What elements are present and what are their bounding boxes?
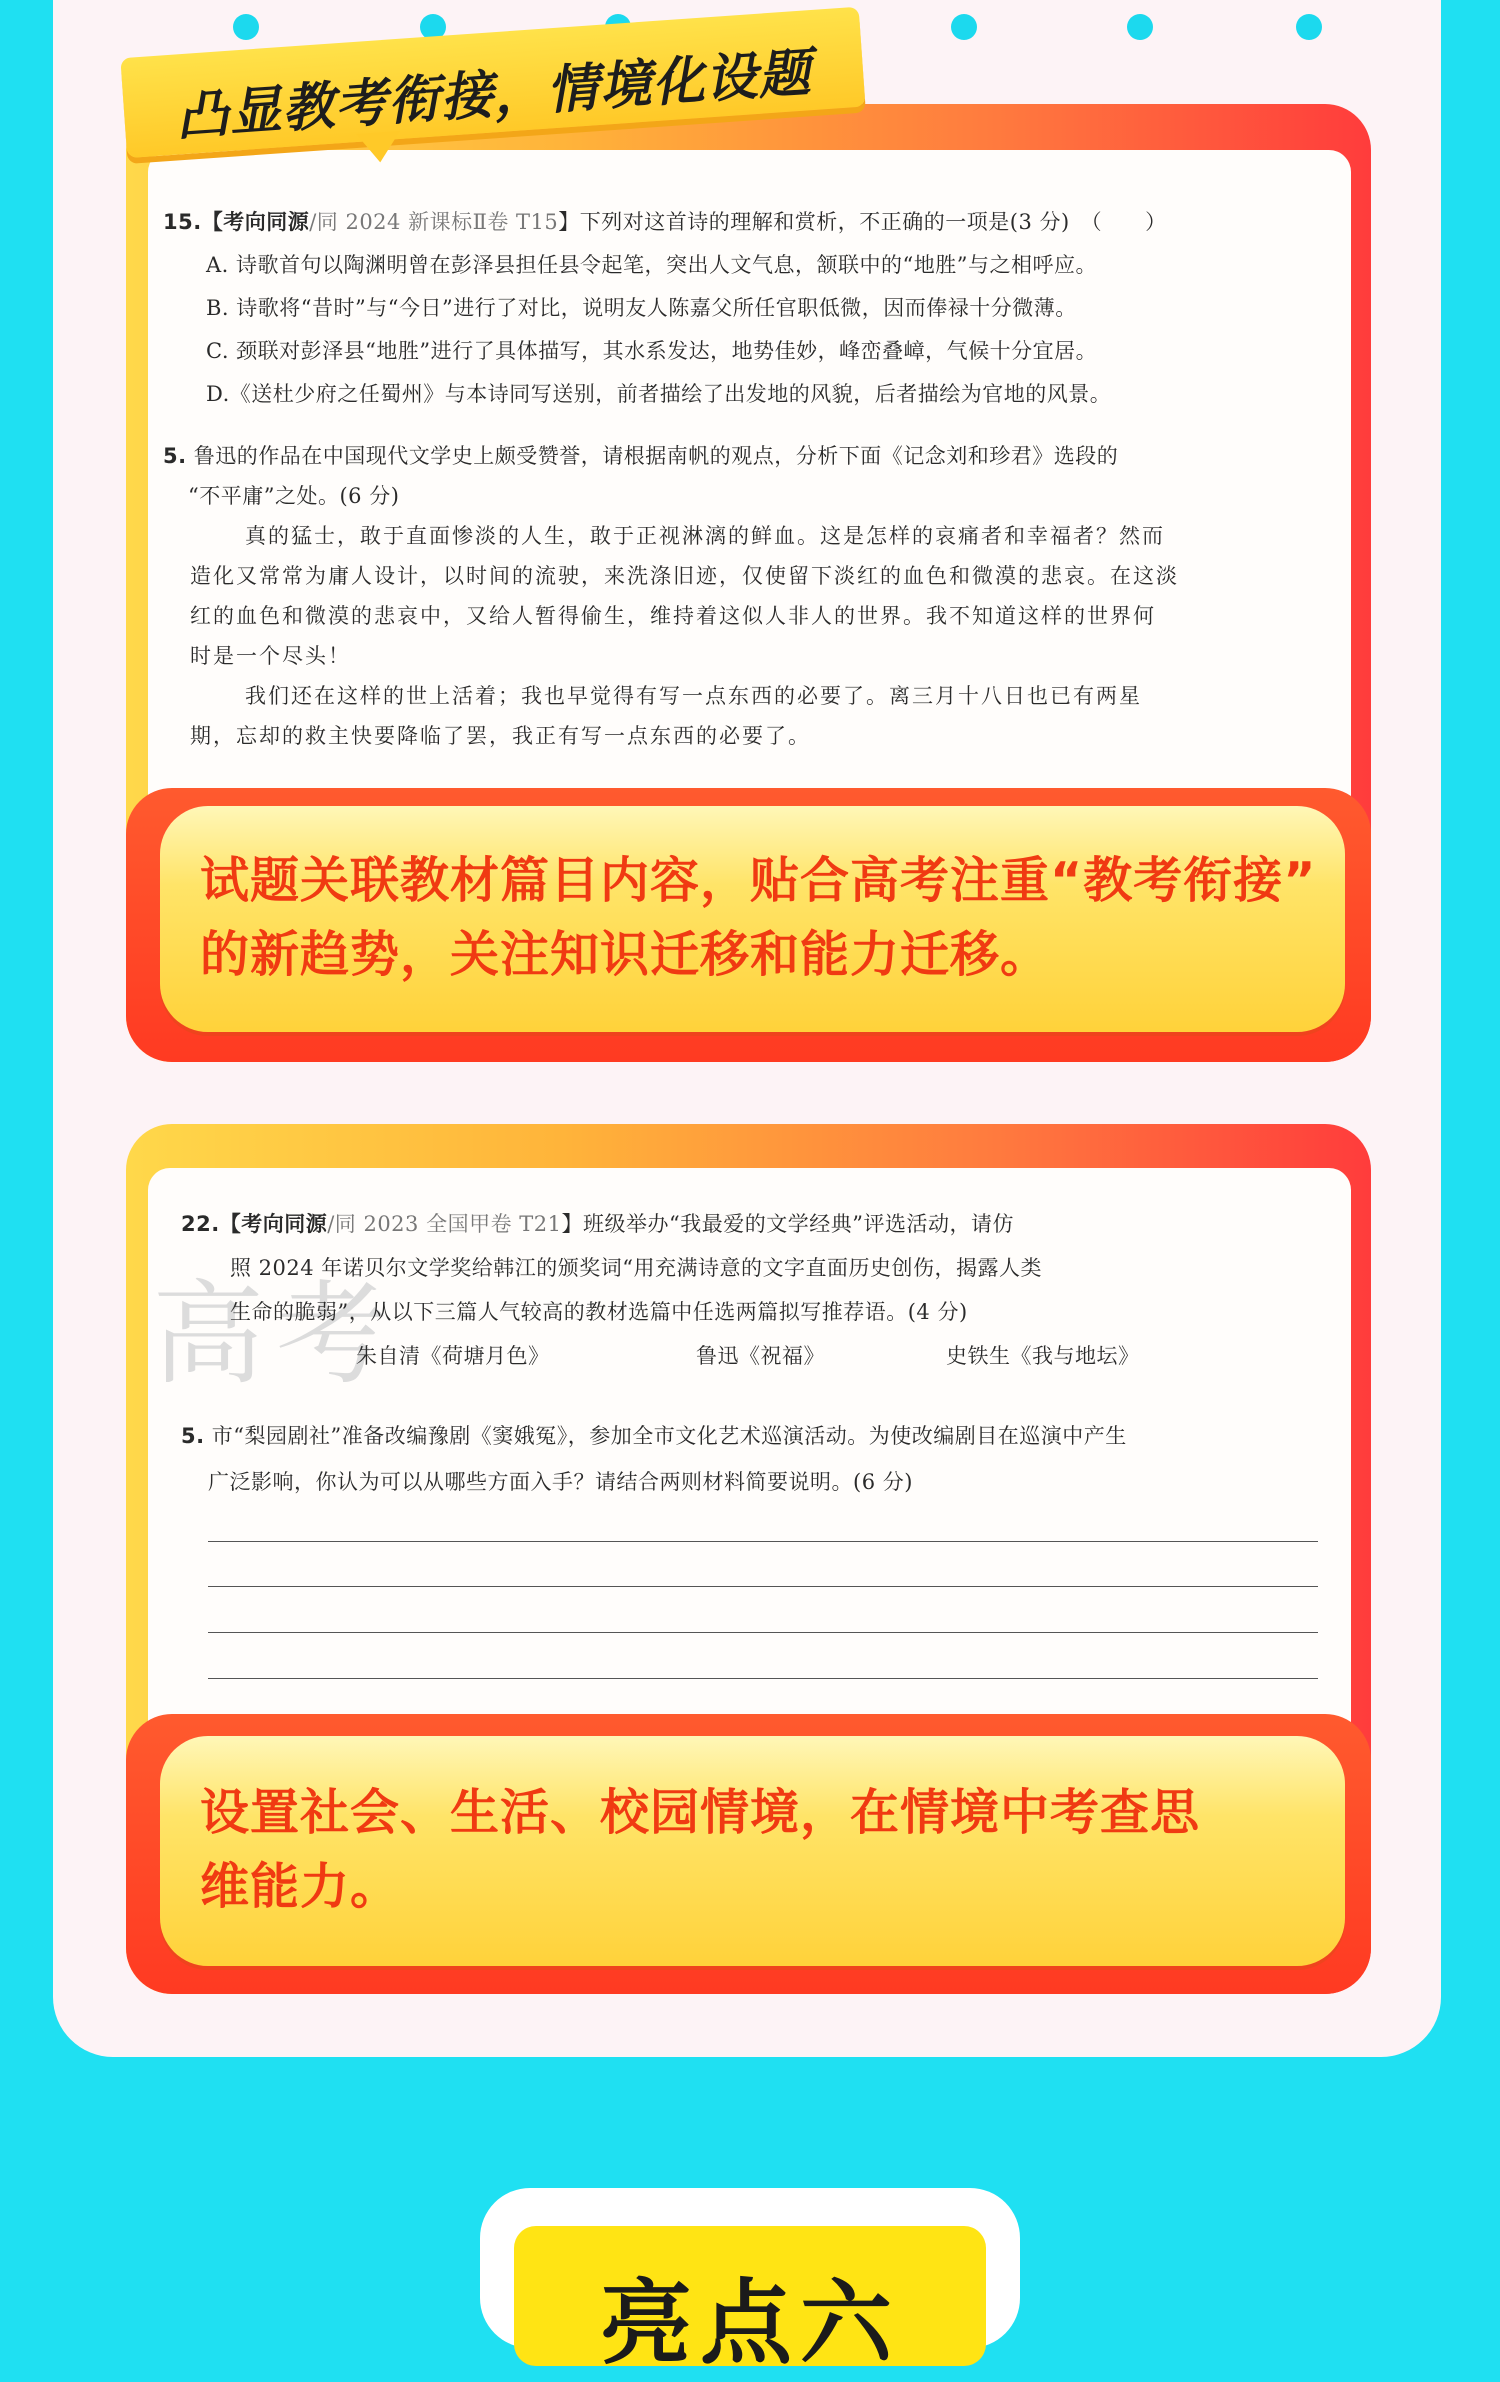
badge-plate: [514, 2226, 986, 2377]
choice-item: 鲁迅《祝福》: [696, 1344, 825, 1368]
watermark-logo: 高考: [152, 1270, 400, 1400]
answer-line[interactable]: [208, 1678, 1318, 1679]
callout-line: 试题关联教材篇目内容，贴合高考注重“教考衔接”: [200, 852, 1317, 909]
question-source: /同 2024 新课标Ⅱ卷 T15: [309, 210, 559, 234]
question-number: 15.: [163, 210, 202, 234]
passage-line: 时是一个尽头！: [190, 644, 351, 668]
question-text: “不平庸”之处。(6 分): [188, 484, 400, 508]
option-b: B. 诗歌将“昔时”与“今日”进行了对比，说明友人陈嘉父所任官职低微，因而俸禄十分微薄。: [206, 296, 1077, 320]
passage-line: 造化又常常为庸人设计，以时间的流驶，来洗涤旧迹，仅使留下淡红的血色和微漠的悲哀。在这淡: [190, 564, 1179, 588]
choice-item: 朱自清《荷塘月色》: [356, 1344, 550, 1368]
answer-line[interactable]: [208, 1632, 1318, 1633]
question-stem: 】下列对这首诗的理解和赏析，不正确的一项是(3 分) （ ）: [558, 210, 1167, 234]
choice-item: 史铁生《我与地坛》: [946, 1344, 1140, 1368]
question-5-card2: [181, 1420, 1127, 1450]
tag-pointer: [356, 131, 402, 164]
section-tag-label: 凸显教考衔接，情境化设题: [174, 43, 814, 148]
question-source: /同 2023 全国甲卷 T21: [327, 1212, 562, 1236]
question-number: 22.: [181, 1212, 220, 1236]
callout-line: 维能力。: [200, 1858, 401, 1915]
callout-box: [160, 806, 1345, 1032]
question-text: 】班级举办“我最爱的文学经典”评选活动，请仿: [561, 1212, 1014, 1236]
answer-line[interactable]: [208, 1541, 1318, 1542]
passage-line: 我们还在这样的世上活着；我也早觉得有写一点东西的必要了。离三月十八日也已有两星: [245, 684, 1142, 708]
next-section-badge: [480, 2188, 1020, 2377]
question-number: 5.: [181, 1424, 205, 1448]
question-number: 5.: [163, 444, 187, 468]
callout-text: [200, 844, 1321, 992]
dot-decoration: [951, 14, 977, 40]
option-c: C. 颈联对彭泽县“地胜”进行了具体描写，其水系发达，地势佳妙，峰峦叠嶂，气候十分宜居。: [206, 339, 1098, 363]
callout-line: 设置社会、生活、校园情境，在情境中考查思: [200, 1784, 1201, 1841]
passage-line: 真的猛士，敢于直面惨淡的人生，敢于正视淋漓的鲜血。这是怎样的哀痛者和幸福者？然而: [245, 524, 1165, 548]
question-text: 鲁迅的作品在中国现代文学史上颇受赞誉，请根据南帆的观点，分析下面《记念刘和珍君》选段的: [193, 444, 1119, 468]
question-22: [181, 1208, 1014, 1238]
dot-decoration: [233, 14, 259, 40]
dot-decoration: [1296, 14, 1322, 40]
callout-line: 的新趋势，关注知识迁移和能力迁移。: [200, 926, 1051, 983]
callout-text: [200, 1776, 1321, 1924]
callout-box: [160, 1736, 1345, 1966]
dot-decoration: [1127, 14, 1153, 40]
passage-line: 期，忘却的救主快要降临了罢，我正有写一点东西的必要了。: [190, 724, 811, 748]
question-text: 照 2024 年诺贝尔文学奖给韩江的颁奖词“用充满诗意的文字直面历史创伤，揭露人类: [230, 1256, 1043, 1280]
question-text: 广泛影响，你认为可以从哪些方面入手？请结合两则材料简要说明。(6 分): [208, 1470, 913, 1494]
question-tag: 【考向同源: [219, 1212, 328, 1236]
question-text: 市“梨园剧社”准备改编豫剧《窦娥冤》，参加全市文化艺术巡演活动。为使改编剧目在巡演中产生: [211, 1424, 1127, 1448]
question-tag: 【考向同源: [201, 210, 310, 234]
question-text: 生命的脆弱”，从以下三篇人气较高的教材选篇中任选两篇拟写推荐语。(4 分): [230, 1300, 968, 1324]
question-15: [163, 206, 1167, 236]
answer-line[interactable]: [208, 1586, 1318, 1587]
passage-line: 红的血色和微漠的悲哀中，又给人暂得偷生，维持着这似人非人的世界。我不知道这样的世界何: [190, 604, 1156, 628]
option-a: A. 诗歌首句以陶渊明曾在彭泽县担任县令起笔，突出人文气息，颔联中的“地胜”与之相呼应。: [206, 253, 1097, 277]
option-d: D.《送杜少府之任蜀州》与本诗同写送别，前者描绘了出发地的风貌，后者描绘为官地的风景。: [206, 382, 1112, 406]
question-5-stem: [163, 440, 1118, 470]
badge-title: 亮点六: [599, 2270, 900, 2377]
